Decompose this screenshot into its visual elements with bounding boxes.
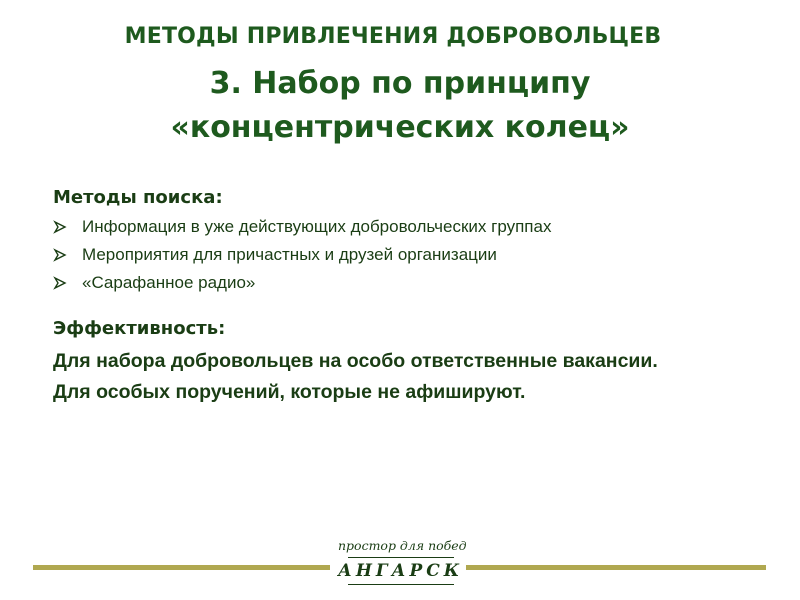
arrow-bullet-icon <box>53 248 67 262</box>
logo-name: АНГАРСК <box>338 561 464 581</box>
footer-rule-right <box>466 565 766 570</box>
search-methods-label: Методы поиска: <box>53 187 223 208</box>
list-item-text: Мероприятия для причастных и друзей организации <box>82 245 497 264</box>
logo-divider-top <box>348 557 454 558</box>
effectiveness-text <box>53 346 658 408</box>
list-item <box>53 269 551 297</box>
effectiveness-label: Эффективность: <box>53 318 226 339</box>
logo-tagline: простор для побед <box>338 538 467 553</box>
effectiveness-line: Для особых поручений, которые не афишируют. <box>53 381 526 403</box>
footer-rule-left <box>33 565 330 570</box>
slide-title-line-2: «концентрических колец» <box>170 110 630 145</box>
list-item <box>53 241 551 269</box>
arrow-bullet-icon <box>53 276 67 290</box>
list-item <box>53 213 551 241</box>
slide-subtitle: МЕТОДЫ ПРИВЛЕЧЕНИЯ ДОБРОВОЛЬЦЕВ <box>124 24 662 49</box>
search-methods-list <box>53 213 551 297</box>
slide-title-line-1: 3. Набор по принципу <box>209 66 591 101</box>
effectiveness-line: Для набора добровольцев на особо ответственные вакансии. <box>53 350 658 372</box>
arrow-bullet-icon <box>53 220 67 234</box>
list-item-text: Информация в уже действующих добровольческих группах <box>82 217 552 236</box>
logo-divider-bottom <box>348 584 454 585</box>
slide-heading <box>0 20 800 150</box>
angarsk-logo <box>338 536 467 588</box>
list-item-text: «Сарафанное радио» <box>82 273 256 292</box>
